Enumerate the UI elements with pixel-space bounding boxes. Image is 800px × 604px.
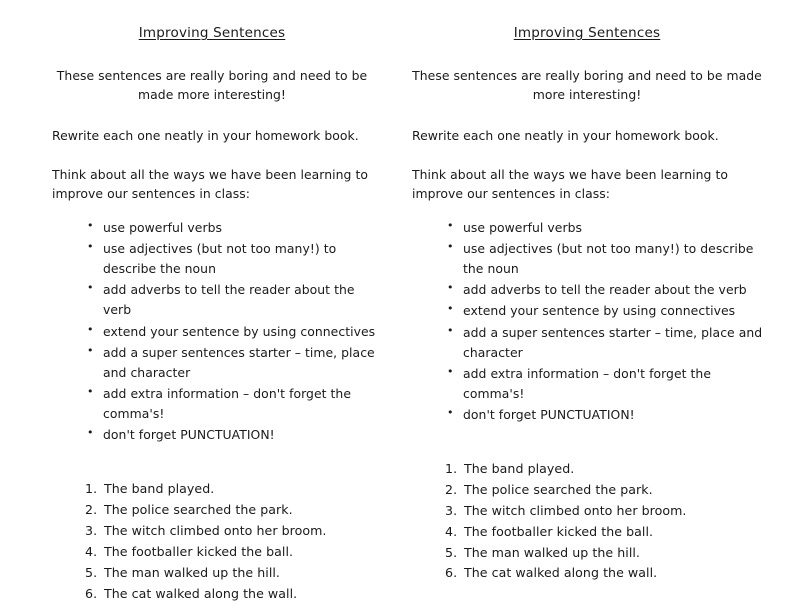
list-item: The band played. <box>464 461 575 476</box>
list-item: • use adjectives (but not too many!) to describe the noun <box>87 239 377 279</box>
list-item: The witch climbed onto her broom. <box>104 522 327 538</box>
list-item: The police searched the park. <box>104 501 293 517</box>
list-item: The witch climbed onto her broom. <box>464 502 687 518</box>
intro-paragraph: These sentences are really boring and need to be made more interesting! <box>56 68 368 103</box>
list-item: • use adjectives (but not too many!) to describe the noun <box>447 239 767 279</box>
lead-in-paragraph: Think about all the ways we have been learning to improve our sentences in class: <box>412 166 728 202</box>
list-item: The man walked up the hill. <box>104 564 280 580</box>
list-item: • use powerful verbs <box>87 218 377 238</box>
intro-paragraph: These sentences are really boring and need to be made more interesting! <box>412 68 762 103</box>
worksheet-column-right <box>390 0 780 581</box>
page-title: Improving Sentences <box>513 25 661 41</box>
list-item: • use powerful verbs <box>447 218 767 238</box>
list-item: • don't forget PUNCTUATION! <box>87 425 377 445</box>
list-item: The footballer kicked the ball. <box>104 543 294 559</box>
tips-list <box>47 218 377 445</box>
instruction-paragraph: Rewrite each one neatly in your homework book. <box>412 127 719 143</box>
list-item: • add adverbs to tell the reader about the verb <box>447 280 767 300</box>
list-item: • add extra information – don't forget the comma's! <box>87 384 377 424</box>
instruction-paragraph: Rewrite each one neatly in your homework book. <box>52 127 359 143</box>
list-item: • add adverbs to tell the reader about the verb <box>87 280 377 320</box>
worksheet-column-left <box>0 0 390 601</box>
list-item: The cat walked along the wall. <box>104 585 298 601</box>
list-item: The footballer kicked the ball. <box>464 523 654 539</box>
list-item: The man walked up the hill. <box>464 544 640 560</box>
sentences-block <box>47 479 377 604</box>
list-item: • add a super sentences starter – time, place and character <box>87 343 377 383</box>
list-item: • add a super sentences starter – time, place and character <box>447 323 767 363</box>
list-item: • extend your sentence by using connectives <box>447 301 767 321</box>
tips-list <box>407 218 767 425</box>
list-item: The cat walked along the wall. <box>464 565 658 581</box>
lead-in-paragraph: Think about all the ways we have been learning to improve our sentences in class: <box>52 166 368 202</box>
page-title: Improving Sentences <box>138 25 286 41</box>
list-item: • don't forget PUNCTUATION! <box>447 405 767 425</box>
list-item: • extend your sentence by using connectives <box>87 322 377 342</box>
list-item: The police searched the park. <box>464 481 653 497</box>
list-item: The band played. <box>104 481 215 497</box>
list-item: • add extra information – don't forget the comma's! <box>447 364 767 404</box>
sentences-list <box>47 479 377 604</box>
